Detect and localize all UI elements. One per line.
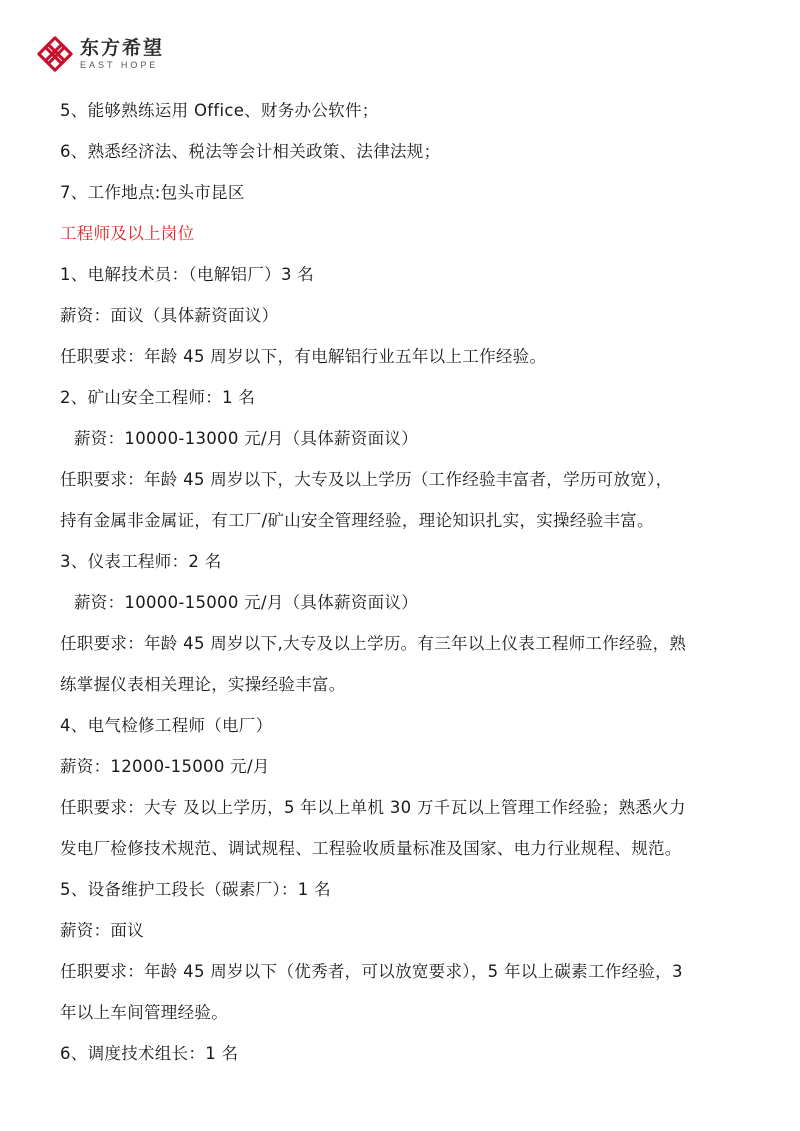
document-line: 任职要求：年龄 45 周岁以下（优秀者，可以放宽要求），5 年以上碳素工作经验，3 xyxy=(60,962,683,981)
document-line: 5、能够熟练运用 Office、财务办公软件； xyxy=(60,101,379,120)
document-line: 薪资：面议 xyxy=(60,921,144,940)
document-line: 任职要求：年龄 45 周岁以下，有电解铝行业五年以上工作经验。 xyxy=(60,347,547,366)
document-line: 5、设备维护工段长（碳素厂）：1 名 xyxy=(60,880,331,899)
document-line: 4、电气检修工程师（电厂） xyxy=(60,716,273,735)
document-line: 任职要求：大专 及以上学历，5 年以上单机 30 万千瓦以上管理工作经验；熟悉火力 xyxy=(60,798,686,817)
logo-chinese-name: 东方希望 xyxy=(80,36,165,59)
document-line: 任职要求：年龄 45 周岁以下，大专及以上学历（工作经验丰富者，学历可放宽）， xyxy=(60,470,673,489)
document-line: 3、仪表工程师：2 名 xyxy=(60,552,222,571)
document-line: 任职要求：年龄 45 周岁以下,大专及以上学历。有三年以上仪表工程师工作经验，熟 xyxy=(60,634,687,653)
document-line: 2、矿山安全工程师：1 名 xyxy=(60,388,256,407)
logo-english-name: EAST HOPE xyxy=(80,59,159,70)
page-header xyxy=(36,28,164,80)
document-line: 薪资：10000-15000 元/月（具体薪资面议） xyxy=(74,593,419,612)
document-line: 1、电解技术员：（电解铝厂）3 名 xyxy=(60,265,315,284)
document-line: 练掌握仪表相关理论，实操经验丰富。 xyxy=(60,675,346,694)
document-line: 6、调度技术组长：1 名 xyxy=(60,1044,239,1063)
east-hope-logo-icon xyxy=(36,35,74,73)
logo-text xyxy=(80,36,165,70)
document-line: 发电厂检修技术规范、调试规程、工程验收质量标准及国家、电力行业规程、规范。 xyxy=(60,839,682,858)
document-line: 持有金属非金属证，有工厂/矿山安全管理经验，理论知识扎实，实操经验丰富。 xyxy=(60,511,654,530)
section-heading: 工程师及以上岗位 xyxy=(60,224,195,243)
document-line: 薪资：面议（具体薪资面议） xyxy=(60,306,279,325)
document-body xyxy=(60,99,760,1066)
document-line: 薪资：12000-15000 元/月 xyxy=(60,757,270,776)
document-line: 6、熟悉经济法、税法等会计相关政策、法律法规； xyxy=(60,142,441,161)
document-line: 7、工作地点:包头市昆区 xyxy=(60,183,245,202)
document-line: 薪资：10000-13000 元/月（具体薪资面议） xyxy=(74,429,419,448)
document-line: 年以上车间管理经验。 xyxy=(60,1003,228,1022)
